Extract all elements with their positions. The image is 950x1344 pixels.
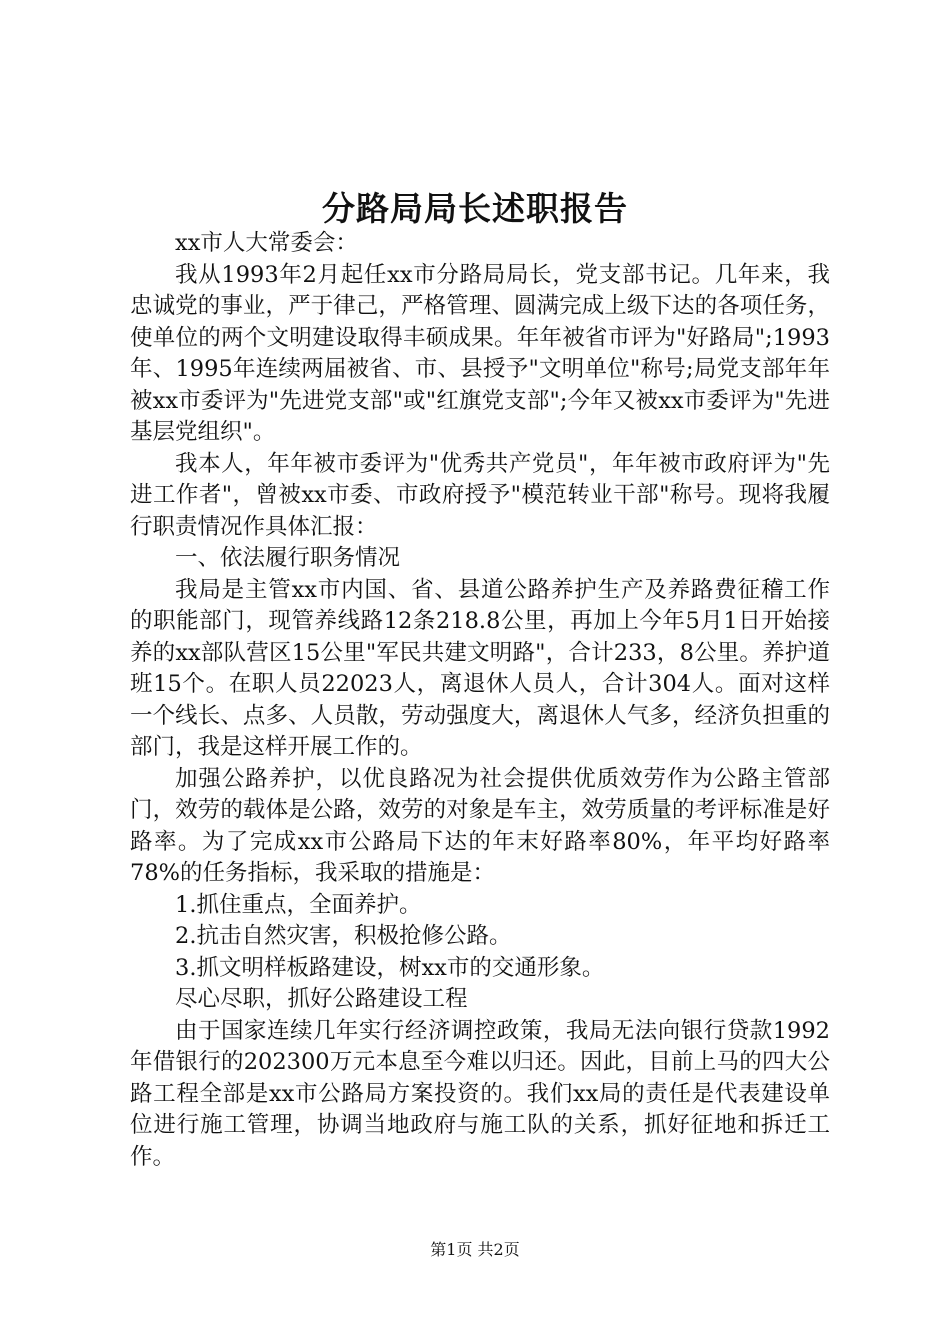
paragraph-personal-honors: 我本人，年年被市委评为"优秀共产党员"，年年被市政府评为"先进工作者"，曾被xx市委、市政府授予"模范转业干部"称号。现将我履行职责情况作具体汇报：: [130, 450, 830, 540]
list-item-2: 2.抗击自然灾害，积极抢修公路。: [175, 923, 512, 949]
page-indicator: 第1页 共2页: [430, 1240, 520, 1259]
list-item-1: 1.抓住重点，全面养护。: [175, 891, 422, 918]
section-heading-1: 一、依法履行职务情况: [175, 545, 401, 571]
document-body: [130, 228, 830, 1173]
paragraph-intro: 我从1993年2月起任xx市分路局局长，党支部书记。几年来，我忠诚党的事业，严于律己，严格管理、圆满完成上级下达的各项任务，使单位的两个文明建设取得丰硕成果。年年被省市评为"好路局";1993年、1995年连续两届被省、市、县授予"文明单位"称号;局党支部年年被xx市委评为"先进党支部"或"红旗党支部";今年又被xx市委评为"先进基层党组织"。: [130, 261, 830, 445]
section-heading-2: 尽心尽职，抓好公路建设工程: [175, 986, 468, 1012]
paragraph-construction: 由于国家连续几年实行经济调控政策，我局无法向银行贷款1992年借银行的202300万元本息至今难以归还。因此，目前上马的四大公路工程全部是xx市公路局方案投资的。我们xx局的责任是代表建设单位进行施工管理，协调当地政府与施工队的关系，抓好征地和拆迁工作。: [130, 1017, 830, 1170]
paragraph-department: 我局是主管xx市内国、省、县道公路养护生产及养路费征稽工作的职能部门，现管养线路12条218.8公里，再加上今年5月1日开始接养的xx部队营区15公里"军民共建文明路"，合计233，8公里。养护道班15个。在职人员22023人，离退休人员人，合计304人。面对这样一个线长、点多、人员散，劳动强度大，离退休人气多，经济负担重的部门，我是这样开展工作的。: [130, 576, 830, 760]
list-item-3: 3.抓文明样板路建设，树xx市的交通形象。: [175, 954, 605, 981]
salutation: xx市人大常委会：: [175, 230, 358, 256]
paragraph-road-maintenance: 加强公路养护，以优良路况为社会提供优质效劳作为公路主管部门，效劳的载体是公路，效劳的对象是车主，效劳质量的考评标准是好路率。为了完成xx市公路局下达的年末好路率80%，年平均好路率78%的任务指标，我采取的措施是：: [130, 765, 830, 886]
document-title: 分路局局长述职报告: [322, 189, 628, 228]
